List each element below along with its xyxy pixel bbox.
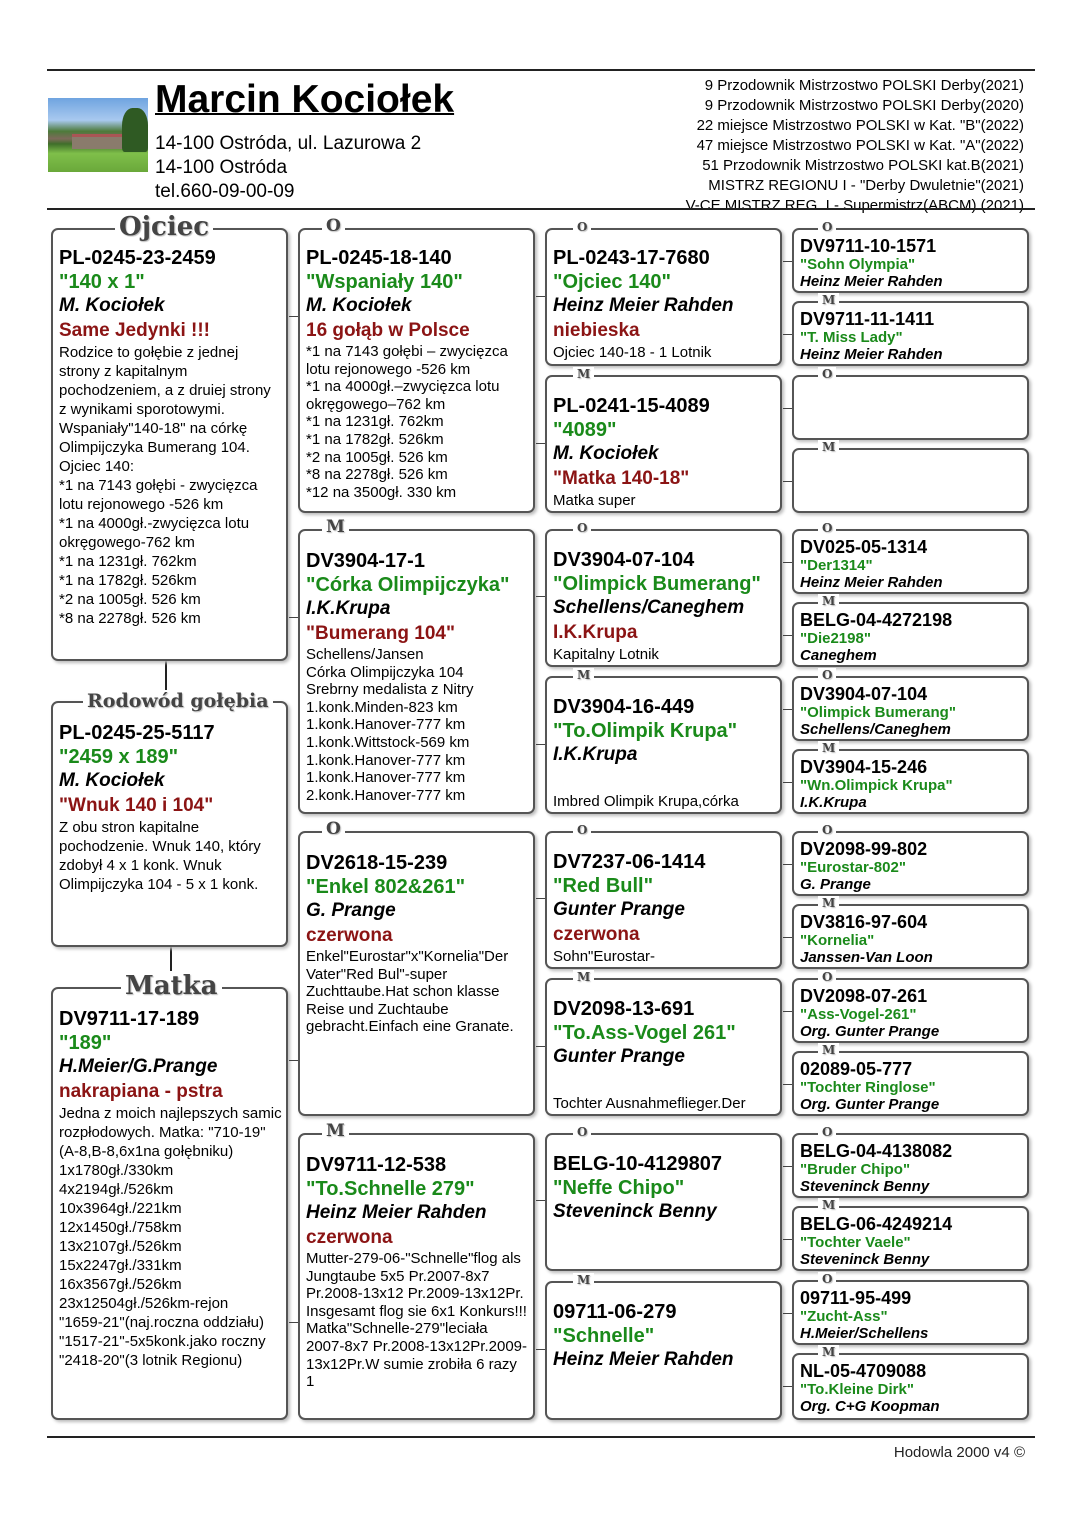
ring-number: DV3904-17-1 — [306, 550, 425, 572]
connector — [536, 443, 545, 444]
sex-label-m: M — [573, 367, 594, 381]
breeder: I.K.Krupa — [553, 744, 638, 765]
ring-number: BELG-06-4249214 — [800, 1214, 953, 1234]
ring-number: DV3904-07-104 — [800, 684, 928, 704]
sex-label-m: M — [322, 518, 349, 536]
pigeon-name: "Der1314" — [800, 557, 873, 574]
pigeon-color: czerwona — [306, 925, 393, 946]
description: Sohn"Eurostar- — [553, 948, 656, 965]
great-grandparent-card[interactable] — [545, 521, 782, 667]
connector — [536, 744, 545, 745]
father-label: Ojciec — [115, 212, 213, 242]
mother-label: Matka — [121, 971, 222, 1001]
pigeon-name: "2459 x 189" — [59, 746, 179, 768]
ring-number: DV2098-99-802 — [800, 839, 928, 859]
breeder: H.Meier/Schellens — [800, 1325, 929, 1342]
pigeon-color: "Matka 140-18" — [553, 468, 690, 489]
ring-number: PL-0245-23-2459 — [59, 247, 216, 269]
ring-number: PL-0245-18-140 — [306, 247, 452, 269]
description: Tochter Ausnahmeflieger.Der — [553, 1095, 746, 1112]
pigeon-color: niebieska — [553, 320, 640, 341]
gg-grandparent-card[interactable] — [792, 823, 1029, 896]
ring-number: DV9711-10-1571 — [800, 236, 937, 256]
sex-label-m: M — [818, 594, 839, 608]
sex-label-o: O — [818, 521, 836, 535]
pigeon-name: "Neffe Chipo" — [553, 1177, 685, 1199]
header-rule — [47, 208, 1035, 210]
pigeon-name: "To.Kleine Dirk" — [800, 1381, 914, 1398]
description: Z obu stron kapitalne pochodzenie. Wnuk 140, który zdobył 4 x 1 konk. Wnuk Olimpijczyka 104 - 5 x 1 konk. — [59, 819, 261, 893]
sex-label-m: M — [818, 1345, 839, 1359]
ring-number: 09711-95-499 — [800, 1288, 912, 1308]
pigeon-name: "Wn.Olimpick Krupa" — [800, 777, 953, 794]
connector — [536, 296, 545, 297]
pigeon-name: "To.Ass-Vogel 261" — [553, 1022, 736, 1044]
pigeon-color: czerwona — [306, 1227, 393, 1248]
ring-number: DV2618-15-239 — [306, 852, 448, 874]
breeder: I.K.Krupa — [306, 598, 391, 619]
connector — [289, 316, 298, 317]
great-grandparent-card[interactable] — [545, 970, 782, 1116]
breeder: G. Prange — [306, 900, 396, 921]
ring-number: DV2098-07-261 — [800, 986, 928, 1006]
sex-label-o: O — [818, 367, 836, 381]
gg-grandparent-card[interactable] — [792, 367, 1029, 440]
pigeon-color: "Wnuk 140 i 104" — [59, 795, 214, 816]
connector — [783, 1166, 792, 1167]
sex-label-m: M — [573, 1273, 594, 1287]
description: Schellens/Jansen Córka Olimpijczyka 104 Srebrny medalista z Nitry 1.konk.Minden-823 km 1.konk.Hanover-777 km 1.konk.Wittstock-569 km 1.konk.Hanover-777 km 1.konk.Hanover-777 km 2.konk.Hanover-777 km — [306, 646, 474, 804]
ring-number: DV2098-13-691 — [553, 998, 695, 1020]
sex-label-o: O — [573, 823, 591, 837]
sex-label-m: M — [818, 896, 839, 910]
connector — [783, 481, 792, 482]
sex-label-o: O — [818, 1272, 836, 1286]
sex-label-m: M — [322, 1122, 349, 1140]
breeder: Janssen-Van Loon — [800, 949, 933, 966]
ring-number: DV9711-17-189 — [59, 1008, 200, 1030]
sex-label-m: M — [818, 293, 839, 307]
description: Mutter-279-06-"Schnelle"flog als Jungtaube 5x5 Pr.2007-8x7 Pr.2008-13x12 Pr.2009-13x12Pr. Insgesamt flog sie 6x1 Konkurs!!! Matka"Schnelle-279"leciała 2007-8x7 Pr.2008-13x12Pr.2009-13x12Pr.W sumie zrobiła 6 razy 1 — [306, 1250, 527, 1391]
ring-number: DV7237-06-1414 — [553, 851, 706, 873]
description: *1 na 7143 gołębi – zwycięzca lotu rejonowego -526 km *1 na 4000gł.–zwycięzca lotu okręgowego–762 km *1 na 1231gł. 762km *1 na 1782gł. 526km *2 na 1005gł. 526 km *8 na 2278gł. 526 km *12 na 3500gł. 330 km — [306, 343, 508, 501]
mother-card[interactable] — [51, 971, 288, 1420]
sex-label-o: O — [573, 521, 591, 535]
great-grandparent-card[interactable] — [545, 1125, 782, 1271]
ring-number: BELG-04-4138082 — [800, 1141, 953, 1161]
breeder: M. Kociołek — [306, 295, 412, 316]
breeder: Org. C+G Koopman — [800, 1398, 940, 1415]
tree-shape — [122, 108, 148, 152]
pedigree-label: Rodowód gołębia — [83, 690, 273, 712]
sex-label-m: M — [818, 741, 839, 755]
sex-label-m: M — [818, 1043, 839, 1057]
house-shape — [72, 134, 126, 149]
grandparent-card[interactable] — [298, 517, 535, 814]
gg-grandparent-card[interactable] — [792, 594, 1029, 667]
sex-label-o: O — [322, 820, 345, 838]
description: Rodzice to gołębie z jednej strony z kapitalnym pochodzeniem, a z druiej strony z wynikami sporotowymi. Wspaniały"140-18" na córkę Olimpijczyka Bumerang 104. Ojciec 140: *1 na 7143 gołębi - zwycięzca lotu rejonowego -526 km *1 na 4000gł.-zwycięzca lotu okręgowego-762 km *1 na 1231gł. 762km *1 na 1782gł. 526km *2 na 1005gł. 526 km *8 na 2278gł. 526 km — [59, 344, 271, 627]
pigeon-name: "4089" — [553, 419, 617, 441]
connector — [783, 1239, 792, 1240]
pigeon-name: "Eurostar-802" — [800, 859, 906, 876]
ring-number: PL-0241-15-4089 — [553, 395, 710, 417]
breeder: Steveninck Benny — [800, 1178, 930, 1195]
breeder-name: Marcin Kociołek — [155, 78, 455, 121]
great-grandparent-card[interactable] — [545, 823, 782, 969]
breeder: Heinz Meier Rahden — [306, 1202, 487, 1223]
address-line-1: 14-100 Ostróda, ul. Lazurowa 2 — [155, 133, 422, 154]
sex-label-o: O — [573, 1125, 591, 1139]
breeder: Steveninck Benny — [553, 1201, 717, 1222]
breeder: Org. Gunter Prange — [800, 1023, 940, 1040]
ring-number: DV3904-16-449 — [553, 696, 695, 718]
sex-label-o: O — [818, 668, 836, 682]
description: Matka super — [553, 492, 636, 509]
grandparent-card[interactable] — [298, 819, 535, 1116]
pigeon-name: "Olimpick Bumerang" — [553, 573, 761, 595]
address-line-2: 14-100 Ostróda — [155, 157, 288, 178]
description: Jedna z moich najlepszych samic rozpłodowych. Matka: "710-19" (A-8,B-8,6x1na gołębniku) 1x1780gł./330km 4x2194gł./526km 10x3964gł./221km 12x1450gł./758km 13x2107gł./526km 15x2247gł./331km 16x3567gł./526km 23x12504gł./526km-rejon "1659-21"(naj.roczna oddziału) "1517-21"-5x5konk.jako roczny "2418-20"(3 lotnik Regionu) — [59, 1105, 282, 1369]
breeder: Gunter Prange — [553, 899, 685, 920]
ring-number: DV3904-15-246 — [800, 757, 928, 777]
pigeon-name: "Ojciec 140" — [553, 271, 671, 293]
achievement: 9 Przodownik Mistrzostwo POLSKI Derby(2021) — [704, 77, 1024, 94]
gg-grandparent-card[interactable] — [792, 440, 1029, 513]
connector — [783, 864, 792, 865]
footer-rule — [47, 1436, 1035, 1438]
ring-number: PL-0245-25-5117 — [59, 722, 215, 744]
pigeon-name: "T. Miss Lady" — [800, 329, 903, 346]
breeder: Gunter Prange — [553, 1046, 685, 1067]
pigeon-name: "Tochter Vaele" — [800, 1234, 911, 1251]
ring-number: DV3904-07-104 — [553, 549, 695, 571]
breeder: Heinz Meier Rahden — [800, 574, 943, 591]
breeder: Schellens/Caneghem — [553, 597, 745, 618]
phone: tel.660-09-00-09 — [155, 181, 295, 202]
connector — [783, 782, 792, 783]
pigeon-name: "To.Schnelle 279" — [306, 1178, 475, 1200]
breeder: Schellens/Caneghem — [800, 721, 951, 738]
breeder: M. Kociołek — [59, 770, 165, 791]
sex-label-o: O — [818, 970, 836, 984]
gg-grandparent-card[interactable] — [792, 1043, 1029, 1116]
great-grandparent-card[interactable] — [545, 668, 782, 814]
pigeon-name: "Olimpick Bumerang" — [800, 704, 956, 721]
breeder: Heinz Meier Rahden — [800, 273, 943, 290]
pigeon-name: "Tochter Ringlose" — [800, 1079, 936, 1096]
top-rule — [47, 69, 1035, 71]
pigeon-name: "To.Olimpik Krupa" — [553, 720, 738, 742]
connector — [289, 1322, 298, 1323]
pigeon-color: I.K.Krupa — [553, 622, 638, 643]
gg-grandparent-card[interactable] — [792, 668, 1029, 741]
great-grandparent-card[interactable] — [545, 220, 782, 366]
gg-grandparent-card[interactable] — [792, 521, 1029, 594]
description: Imbred Olimpik Krupa,córka — [553, 793, 739, 810]
description: Ojciec 140-18 - 1 Lotnik — [553, 344, 712, 361]
achievement: V-CE MISTRZ REG. I - Supermistrz(ABCM) (2021) — [685, 197, 1024, 214]
breeder: Org. Gunter Prange — [800, 1096, 940, 1113]
pigeon-name: "Ass-Vogel-261" — [800, 1006, 917, 1023]
gg-grandparent-card[interactable] — [792, 741, 1029, 814]
connector — [783, 1386, 792, 1387]
description: Enkel"Eurostar"x"Kornelia"Der Vater"Red Bul"-super Zuchttaube.Hat schon klasse Reise und Zuchtaube gebracht.Einfach eine Granate. — [306, 948, 514, 1036]
connector — [536, 898, 545, 899]
ring-number: DV025-05-1314 — [800, 537, 928, 557]
connector — [783, 1313, 792, 1314]
breeder: M. Kociołek — [553, 443, 659, 464]
achievement: 9 Przodownik Mistrzostwo POLSKI Derby(2020) — [704, 97, 1024, 114]
connector — [783, 261, 792, 262]
subject-card[interactable] — [51, 690, 288, 947]
connector — [536, 1046, 545, 1047]
connector — [783, 408, 792, 409]
achievement: 22 miejsce Mistrzostwo POLSKI w Kat. "B"(2022) — [696, 117, 1024, 134]
connector — [536, 1349, 545, 1350]
achievement: 51 Przodownik Mistrzostwo POLSKI kat.B(2021) — [702, 157, 1024, 174]
pigeon-name: "Córka Olimpijczyka" — [306, 574, 510, 596]
pigeon-name: "189" — [59, 1032, 112, 1054]
gg-grandparent-card[interactable] — [792, 1125, 1029, 1198]
breeder: I.K.Krupa — [800, 794, 867, 811]
software-credit: Hodowla 2000 v4 © — [893, 1444, 1025, 1461]
gg-grandparent-card[interactable] — [792, 1272, 1029, 1345]
ring-number: DV9711-12-538 — [306, 1154, 447, 1176]
pigeon-name: "Red Bull" — [553, 875, 654, 897]
achievement: MISTRZ REGIONU I - "Derby Dwuletnie"(2021) — [708, 177, 1024, 194]
pigeon-color: nakrapiana - pstra — [59, 1081, 223, 1102]
achievement: 47 miejsce Mistrzostwo POLSKI w Kat. "A"(2022) — [696, 137, 1024, 154]
connector — [289, 1060, 298, 1061]
breeder: Heinz Meier Rahden — [553, 295, 734, 316]
father-card[interactable] — [51, 212, 288, 661]
great-grandparent-card[interactable] — [545, 1273, 782, 1420]
connector — [783, 562, 792, 563]
ring-number: NL-05-4709088 — [800, 1361, 927, 1381]
grandparent-card[interactable] — [298, 1121, 535, 1420]
loft-photo — [48, 98, 148, 172]
pigeon-name: "Sohn Olympia" — [800, 256, 916, 273]
gg-grandparent-card[interactable] — [792, 220, 1029, 293]
ring-number: BELG-10-4129807 — [553, 1153, 722, 1175]
gg-grandparent-card[interactable] — [792, 1198, 1029, 1271]
pigeon-name: "Bruder Chipo" — [800, 1161, 911, 1178]
gg-grandparent-card[interactable] — [792, 896, 1029, 969]
connector — [783, 1011, 792, 1012]
pigeon-name: "Zucht-Ass" — [800, 1308, 888, 1325]
breeder: M. Kociołek — [59, 295, 165, 316]
ring-number: BELG-04-4272198 — [800, 610, 953, 630]
ring-number: PL-0243-17-7680 — [553, 247, 710, 269]
connector — [289, 617, 298, 618]
pigeon-name: "Schnelle" — [553, 1325, 655, 1347]
pigeon-name: "Kornelia" — [800, 932, 875, 949]
ring-number: 02089-05-777 — [800, 1059, 913, 1079]
pigeon-name: "Die2198" — [800, 630, 871, 647]
connector — [783, 937, 792, 938]
sex-label-o: O — [573, 220, 591, 234]
breeder: Heinz Meier Rahden — [800, 346, 943, 363]
pigeon-name: "Wspaniały 140" — [306, 271, 463, 293]
sex-label-o: O — [818, 823, 836, 837]
gg-grandparent-card[interactable] — [792, 293, 1029, 366]
pigeon-color: 16 gołąb w Polsce — [306, 320, 470, 341]
achievements-list — [686, 76, 1024, 216]
description: Kapitalny Lotnik — [553, 646, 659, 663]
connector — [536, 1200, 545, 1201]
great-grandparent-card[interactable] — [545, 367, 782, 513]
sex-label-o: O — [818, 220, 836, 234]
sex-label-o: O — [322, 217, 345, 235]
sex-label-m: M — [818, 440, 839, 454]
breeder: Steveninck Benny — [800, 1251, 930, 1268]
breeder: Caneghem — [800, 647, 877, 664]
connector — [783, 334, 792, 335]
sex-label-m: M — [573, 668, 594, 682]
connector — [783, 1084, 792, 1085]
connector — [536, 596, 545, 597]
pigeon-name: "Enkel 802&261" — [306, 876, 466, 898]
connector — [783, 709, 792, 710]
gg-grandparent-card[interactable] — [792, 1345, 1029, 1420]
gg-grandparent-card[interactable] — [792, 970, 1029, 1043]
ring-number: DV3816-97-604 — [800, 912, 928, 932]
ring-number: 09711-06-279 — [553, 1301, 677, 1323]
sex-label-m: M — [573, 970, 594, 984]
grandparent-card[interactable] — [298, 216, 535, 513]
connector — [783, 635, 792, 636]
pigeon-color: Same Jedynki !!! — [59, 320, 210, 341]
pigeon-color: "Bumerang 104" — [306, 623, 455, 644]
sex-label-o: O — [818, 1125, 836, 1139]
breeder: Heinz Meier Rahden — [553, 1349, 734, 1370]
ring-number: DV9711-11-1411 — [800, 309, 935, 329]
pigeon-color: czerwona — [553, 924, 640, 945]
breeder: H.Meier/G.Prange — [59, 1056, 218, 1077]
breeder: G. Prange — [800, 876, 871, 893]
sex-label-m: M — [818, 1198, 839, 1212]
pigeon-name: "140 x 1" — [59, 271, 145, 293]
